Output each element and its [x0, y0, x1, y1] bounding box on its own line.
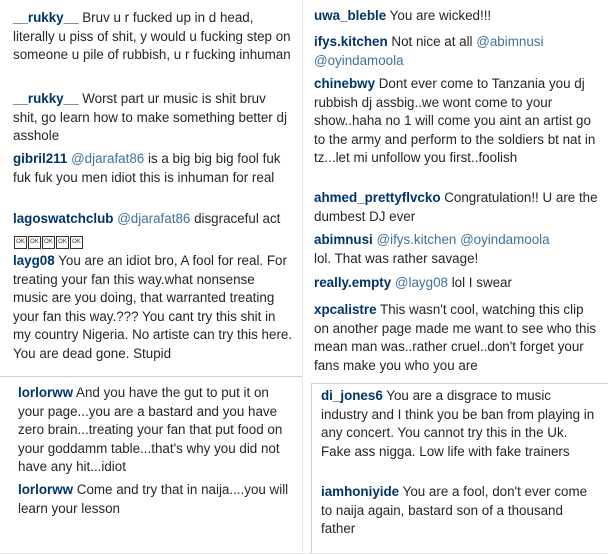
collage-divider — [312, 383, 608, 384]
comment-username[interactable]: layg08 — [13, 253, 55, 268]
comment-username[interactable]: lagoswatchclub — [13, 211, 114, 226]
comment-username[interactable]: lorlorww — [18, 482, 74, 497]
comment-username[interactable]: chinebwy — [314, 76, 376, 91]
ok-hand-emoji-icon: OK — [56, 236, 69, 249]
comment-item — [314, 7, 602, 26]
comment-text: lol I swear — [447, 275, 512, 290]
comment-text: You are wicked!!! — [386, 8, 492, 23]
right-top-panel — [304, 0, 608, 383]
comment-text: This wasn't cool, watching this clip on another page made me want to see who this mean man was..rather cruel..don't forget your fans make you who you are — [314, 302, 597, 373]
comment-username[interactable]: __rukky__ — [13, 10, 79, 25]
comment-item — [314, 274, 602, 293]
comment-username[interactable]: abimnusi — [314, 232, 373, 247]
comment-username[interactable]: di_jones6 — [321, 388, 383, 403]
comment-mention[interactable]: @abimnusi @oyindamoola — [314, 34, 544, 68]
collage-divider — [311, 383, 312, 554]
ok-hand-emoji-icon: OK — [70, 236, 83, 249]
right-bottom-panel — [312, 384, 608, 554]
comment-username[interactable]: xpcalistre — [314, 302, 377, 317]
ok-hand-emoji-icon: OK — [42, 236, 55, 249]
comment-text: Bruv u r fucked up in d head, literally u piss of shit, y would u fucking step on someone u pile of rubbish, u r fucking inhuman — [13, 10, 291, 63]
comment-item — [13, 9, 293, 65]
comment-username[interactable]: really.empty — [314, 275, 392, 290]
comment-mention[interactable]: @ifys.kitchen @oyindamoola — [376, 232, 550, 247]
comment-text: Dont ever come to Tanzania you dj rubbish dj assbig..we wont come to your show..haha no 1 will come you aint an artist go to the army and perform to the soldiers bt nat in tz...let mi unfollow you first..foolish — [314, 76, 596, 166]
comment-item — [13, 210, 293, 249]
comment-username[interactable]: ifys.kitchen — [314, 34, 388, 49]
comment-mention[interactable]: @djarafat86 — [71, 151, 145, 166]
ok-hand-emoji-icon: OK — [28, 236, 41, 249]
comment-item — [314, 301, 602, 375]
comment-username[interactable]: lorlorww — [18, 385, 74, 400]
comment-username[interactable]: ahmed_prettyflvcko — [314, 190, 441, 205]
comment-item — [13, 252, 293, 364]
collage-divider — [302, 0, 303, 554]
left-bottom-panel — [0, 377, 302, 554]
comment-item — [321, 387, 599, 461]
comment-item — [321, 483, 599, 539]
comment-username[interactable]: iamhoniyide — [321, 484, 400, 499]
comment-text: Come and try that in naija....you will learn your lesson — [18, 482, 289, 516]
comment-text: You are a disgrace to music industry and I think you be ban from playing in any concert. You cannot try this in the Uk. Fake ass nigga. Low life with fake trainers — [321, 388, 595, 459]
comment-text: You are a fool, don't ever come to naija again, bastard son of a thousand father — [321, 484, 588, 537]
comment-username[interactable]: uwa_bleble — [314, 8, 387, 23]
left-top-panel — [0, 0, 302, 376]
comment-item — [314, 189, 602, 226]
comment-item — [13, 150, 293, 187]
ok-hand-emoji-icon: OK — [14, 236, 27, 249]
comment-item — [18, 481, 296, 518]
comment-item — [13, 90, 293, 146]
comment-item — [314, 231, 602, 268]
comment-item — [314, 33, 602, 70]
comment-text: is a big big big fool fuk fuk fuk you men idiot this is inhuman for real — [13, 151, 281, 185]
comment-text: disgraceful act — [190, 211, 281, 226]
comment-username[interactable]: gibril211 — [13, 151, 68, 166]
comment-text: lol. That was rather savage! — [314, 250, 479, 266]
comment-text: You are an idiot bro, A fool for real. For treating your fan this way.what nonsense music are you doing, that warranted treating your fan this way.??? You cant try this shit in my country Nigeria. No artiste can try this here. You are dead gone. Stupid — [13, 253, 293, 361]
collage-divider — [0, 376, 302, 377]
comment-text: Worst part ur music is shit bruv shit, go learn how to make something better dj asshole — [13, 91, 287, 144]
comment-item — [314, 75, 602, 168]
comment-mention[interactable]: @layg08 — [394, 275, 448, 290]
comment-text: Not nice at all — [387, 34, 477, 49]
comment-text: And you have the gut to put it on your page...you are a bastard and you have zero brain...treating your fan that put food on your goddamm table...that's why you did not have any hit...idiot — [18, 385, 283, 475]
comment-mention[interactable]: @djarafat86 — [117, 211, 191, 226]
comment-item — [18, 384, 296, 477]
comment-username[interactable]: __rukky__ — [13, 91, 79, 106]
comment-text: Congratulation!! U are the dumbest DJ ever — [314, 190, 598, 224]
